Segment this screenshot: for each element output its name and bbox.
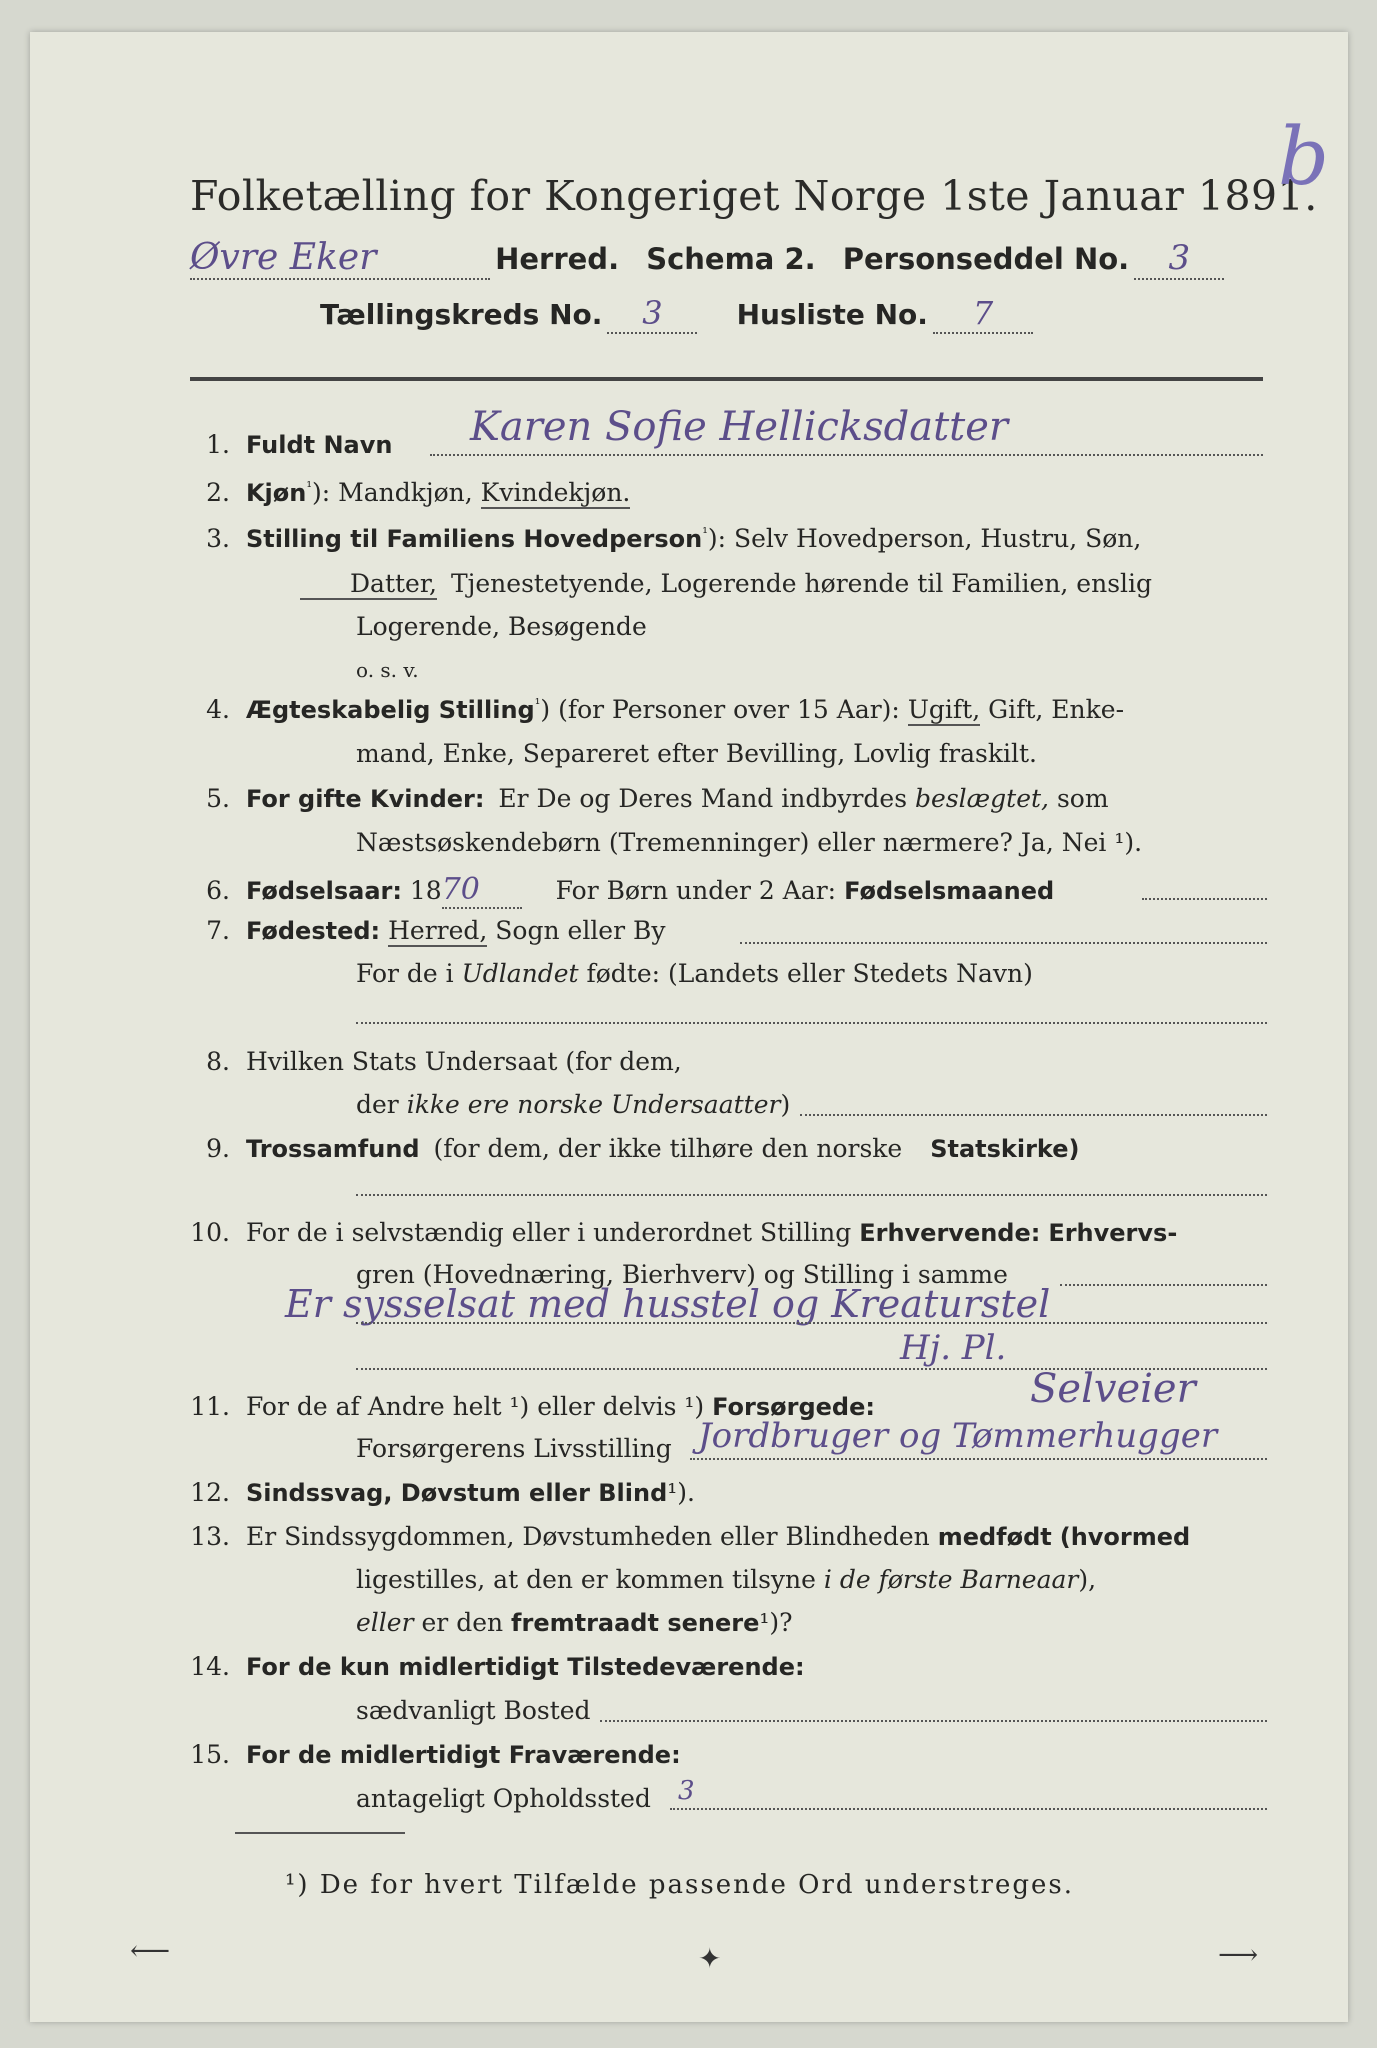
footnote: ¹) De for hvert Tilfælde passende Ord understreges. — [285, 1870, 1075, 1900]
husliste-value: 7 — [933, 294, 1033, 334]
q6-text: For Børn under 2 Aar: — [555, 876, 837, 905]
registration-mark-right: ⟶ — [1218, 1938, 1259, 1971]
q5-label: For gifte Kvinder: — [245, 785, 485, 813]
q7-fill-line-2 — [356, 1022, 1267, 1024]
form-title: Folketælling for Kongeriget Norge 1ste Januar 1891. — [190, 172, 1318, 220]
q13-number: 13. — [190, 1522, 230, 1551]
q9-label2: Statskirke) — [930, 1135, 1080, 1163]
q1-name-value: Karen Sofie Hellicksdatter — [470, 404, 1009, 450]
footnote-rule — [235, 1832, 405, 1834]
q4-label: Ægteskabelig Stilling — [245, 696, 535, 724]
census-form-page — [30, 32, 1348, 2022]
q3-label: Stilling til Familiens Hovedperson — [245, 525, 703, 553]
q9-text: (for dem, der ikke tilhøre den norske — [433, 1134, 903, 1163]
q9-label: Trossamfund — [245, 1135, 420, 1163]
q3-text1: ): Selv Hovedperson, Hustru, Søn, — [707, 524, 1142, 553]
q10-number: 10. — [190, 1218, 230, 1247]
q3-sup: ¹ — [702, 525, 708, 542]
q11-text2: Forsørgerens Livsstilling — [356, 1434, 672, 1463]
q11-label: Forsørgede: — [712, 1393, 875, 1421]
herred-line — [190, 237, 1224, 280]
q6-fill-line — [1142, 898, 1267, 900]
kreds-value: 3 — [607, 294, 697, 334]
registration-mark-center: ✦ — [698, 1942, 722, 1975]
q8-text1: Hvilken Stats Undersaat (for dem, — [245, 1047, 682, 1076]
q10-text2: gren (Hovednæring, Bierhverv) og Stilling i samme — [356, 1260, 1008, 1289]
kreds-line — [320, 294, 1033, 334]
question-6 — [160, 872, 1054, 909]
question-12 — [160, 1478, 695, 1507]
husliste-label: Husliste No. — [736, 298, 928, 331]
q2-text: ): Mandkjøn, — [311, 478, 473, 507]
q11-text1: For de af Andre helt ¹) eller delvis ¹) — [245, 1392, 705, 1421]
q12-number: 12. — [190, 1478, 230, 1507]
q7-label: Fødested: — [245, 917, 381, 945]
q13-text4: ), — [1078, 1565, 1097, 1594]
q6-prefix: 18 — [409, 876, 442, 905]
q15-hw-mark: 3 — [678, 1776, 695, 1806]
q2-label: Kjøn — [245, 479, 307, 507]
q5-text1: Er De og Deres Mand indbyrdes — [498, 784, 908, 813]
q5-text2: som — [1056, 784, 1109, 813]
question-1 — [160, 430, 392, 459]
q9-number: 9. — [206, 1134, 230, 1163]
q13-text3: ligestilles, at den er kommen tilsyne — [356, 1565, 816, 1594]
q6-year-value: 70 — [442, 872, 522, 909]
q15-fill-line — [670, 1808, 1267, 1810]
q14-text: sædvanligt Bosted — [356, 1696, 591, 1725]
q4-text2: Gift, Enke- — [988, 695, 1125, 724]
q8-number: 8. — [206, 1047, 230, 1076]
question-10 — [160, 1218, 1177, 1247]
q7-text2: For de i — [356, 959, 454, 988]
q3-selected: Datter, — [300, 569, 437, 600]
question-8 — [160, 1047, 682, 1076]
schema-label: Schema 2. — [646, 242, 816, 276]
q13-label: medfødt — [937, 1523, 1052, 1551]
personseddel-value: 3 — [1134, 238, 1224, 280]
q5-italic: beslægtet, — [915, 784, 1049, 813]
q11-fill-line — [690, 1458, 1267, 1460]
q13-text1: Er Sindssygdommen, Døvstumheden eller Blindheden — [245, 1522, 930, 1551]
q14-label: For de kun midlertidigt Tilstedeværende: — [245, 1653, 805, 1681]
q10-hw-initials: Hj. Pl. — [900, 1328, 1007, 1368]
q4-selected: Ugift, — [907, 695, 981, 724]
question-13-line3 — [356, 1608, 793, 1637]
question-3 — [160, 524, 1141, 553]
q6-label2: Fødselsmaaned — [844, 877, 1055, 905]
q13-text6: ¹)? — [759, 1608, 793, 1637]
q13-label2: fremtraadt senere — [511, 1609, 760, 1637]
question-7 — [160, 916, 666, 945]
question-4 — [160, 695, 1124, 724]
q13-text5: er den — [421, 1608, 504, 1637]
question-9 — [160, 1134, 1079, 1163]
q14-number: 14. — [190, 1652, 230, 1681]
kreds-label: Tællingskreds No. — [320, 298, 603, 331]
q5-number: 5. — [206, 784, 230, 813]
question-2 — [160, 478, 630, 507]
q4-text3: mand, Enke, Separeret efter Bevilling, Lovlig fraskilt. — [356, 739, 1037, 768]
q12-text: ¹). — [667, 1478, 695, 1507]
question-13 — [160, 1522, 1190, 1551]
q4-number: 4. — [206, 695, 230, 724]
q1-fill-line — [430, 454, 1263, 456]
q10-fill-line-2 — [356, 1322, 1267, 1324]
q4-text1: ) (for Personer over 15 Aar): — [540, 695, 900, 724]
q15-number: 15. — [190, 1740, 230, 1769]
question-7-line2 — [356, 959, 1033, 988]
q6-label: Fødselsaar: — [245, 877, 402, 905]
question-3-line2 — [300, 569, 1152, 598]
q8-text2: der — [356, 1090, 399, 1119]
q15-text: antageligt Opholdssted — [356, 1784, 651, 1813]
registration-mark-left: ⟵ — [130, 1934, 171, 1967]
q3-number: 3. — [206, 524, 230, 553]
q10-occupation-value: Er sysselsat med husstel og Kreaturstel — [285, 1282, 1051, 1326]
q13-italic2: eller — [356, 1608, 414, 1637]
q4-sup: ¹ — [534, 696, 541, 713]
question-8-line2: der ikke ere norske Undersaatter) — [356, 1090, 791, 1119]
question-14 — [160, 1652, 805, 1681]
q3-text4: o. s. v. — [356, 658, 419, 682]
q2-sup: ¹ — [306, 479, 312, 496]
header-rule — [190, 377, 1263, 381]
q8-fill-line — [800, 1114, 1267, 1116]
herred-label: Herred. — [495, 242, 620, 276]
q2-number: 2. — [206, 478, 230, 507]
herred-value: Øvre Eker — [190, 237, 490, 280]
q13-text2: (hvormed — [1059, 1523, 1191, 1551]
q3-text3: Logerende, Besøgende — [356, 612, 647, 641]
q1-label: Fuldt Navn — [245, 431, 393, 459]
q3-text2: Tjenestetyende, Logerende hørende til Familien, enslig — [450, 569, 1153, 598]
q10-label: Erhvervende: — [859, 1219, 1041, 1247]
q7-text3: fødte: (Landets eller Stedets Navn) — [586, 959, 1033, 988]
q7-fill-line — [740, 942, 1267, 944]
q2-selected: Kvindekjøn. — [480, 478, 631, 507]
question-5 — [160, 784, 1109, 813]
q1-number: 1. — [206, 430, 230, 459]
question-15 — [160, 1740, 681, 1769]
q7-number: 7. — [206, 916, 230, 945]
q10-fill-line — [1060, 1284, 1267, 1286]
corner-handwritten-mark: b — [1278, 110, 1330, 203]
q9-fill-line — [356, 1194, 1267, 1196]
q11-number: 11. — [190, 1392, 230, 1421]
q7-selected: Herred, — [388, 916, 488, 945]
q13-italic: i de første Barneaar — [823, 1565, 1079, 1594]
q6-number: 6. — [206, 876, 230, 905]
q7-text1: Sogn eller By — [495, 916, 666, 945]
q10-label2: Erhvervs- — [1048, 1219, 1178, 1247]
q11-forsorget-value: Selveier — [1030, 1366, 1196, 1412]
q14-fill-line — [600, 1720, 1267, 1722]
q10-text1: For de i selvstændig eller i underordnet Stilling — [245, 1218, 852, 1247]
q5-text3: Næstsøskendebørn (Tremenninger) eller nærmere? Ja, Nei ¹). — [356, 828, 1143, 857]
q7-italic: Udlandet — [461, 959, 579, 988]
personseddel-label: Personseddel No. — [842, 242, 1130, 276]
q15-label: For de midlertidigt Fraværende: — [245, 1741, 681, 1769]
q11-livsstilling-value: Jordbruger og Tømmerhugger — [698, 1416, 1218, 1456]
question-13-line2 — [356, 1565, 1096, 1594]
q8-italic: ikke ere norske Undersaatter — [406, 1090, 781, 1119]
q12-label: Sindssvag, Døvstum eller Blind — [245, 1479, 668, 1507]
